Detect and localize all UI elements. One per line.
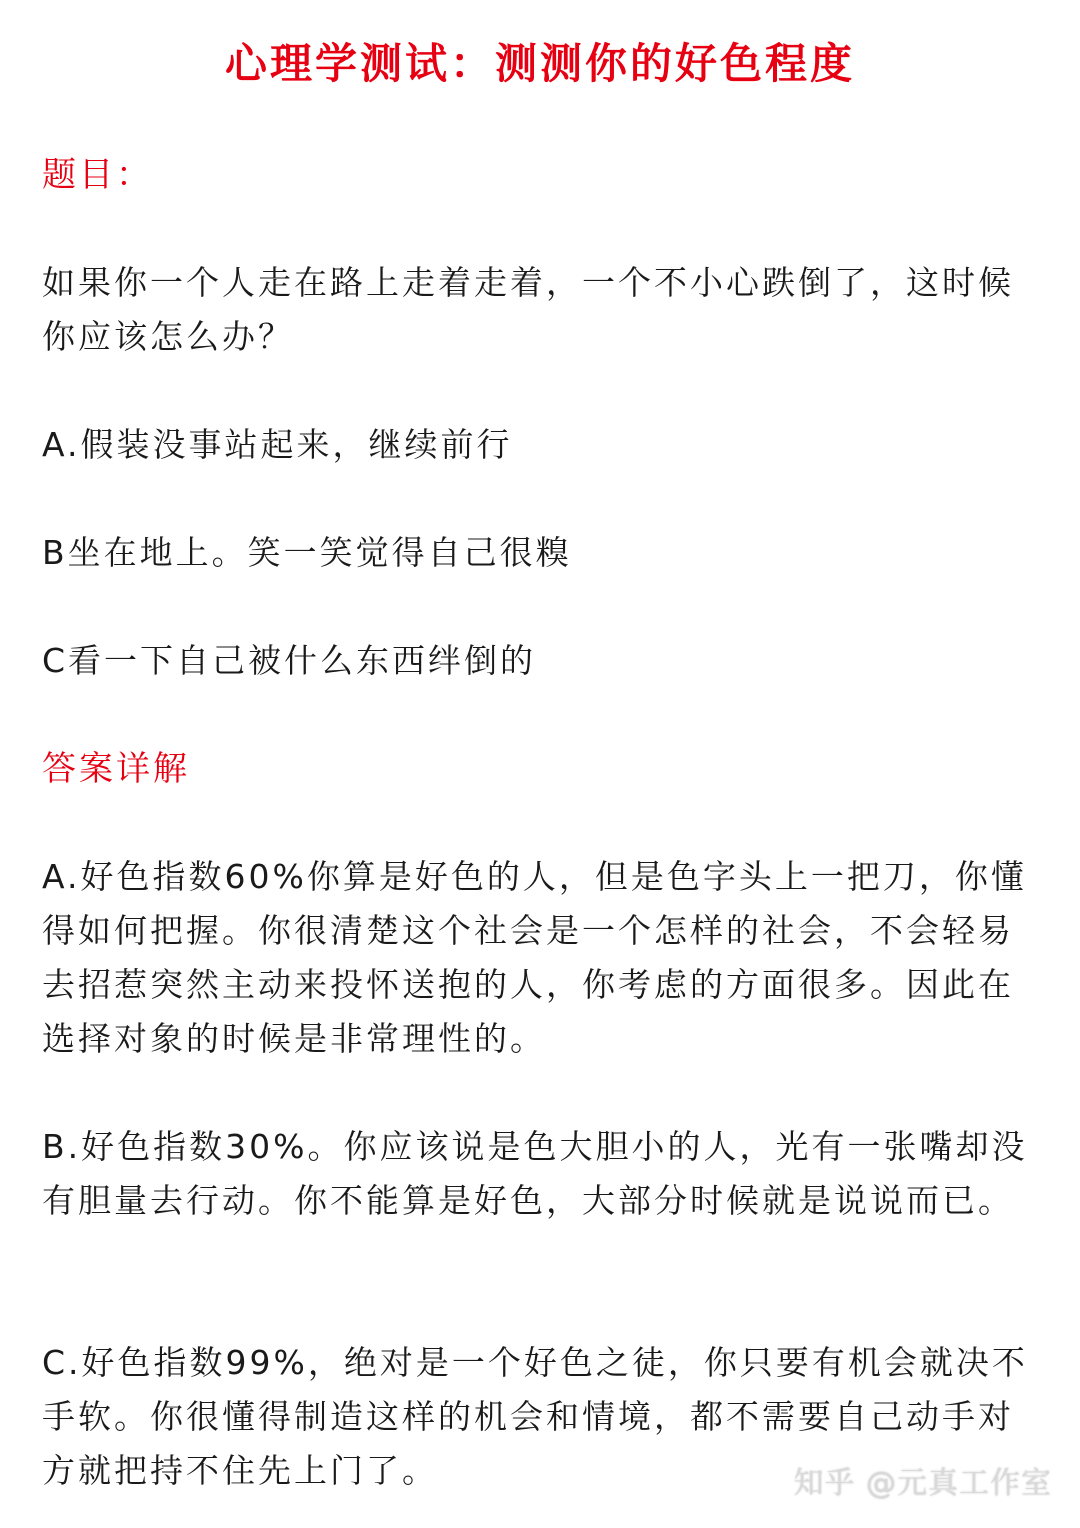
answer-section-label: 答案详解 (42, 749, 190, 789)
answer-b: B.好色指数30%。你应该说是色大胆小的人，光有一张嘴却没有胆量去行动。你不能算是好色，大部分时候就是说说而已。 (42, 1127, 1028, 1220)
answer-c: C.好色指数99%，绝对是一个好色之徒，你只要有机会就决不手软。你很懂得制造这样的机会和情境，都不需要自己动手对方就把持不住先上门了。 (42, 1343, 1028, 1490)
option-a: A.假装没事站起来，继续前行 (42, 425, 513, 464)
question-text: 如果你一个人走在路上走着走着，一个不小心跌倒了，这时候你应该怎么办？ (42, 263, 1014, 356)
question-section-label: 题目： (42, 155, 153, 195)
option-c: C看一下自己被什么东西绊倒的 (42, 641, 537, 680)
zhihu-watermark: 知乎 @元真工作室 (793, 1466, 1052, 1501)
page-title: 心理学测试：测测你的好色程度 (224, 39, 855, 88)
answer-a: A.好色指数60%你算是好色的人，但是色字头上一把刀，你懂得如何把握。你很清楚这个社会是一个怎样的社会，不会轻易去招惹突然主动来投怀送抱的人，你考虑的方面很多。因此在选择对象的时候是非常理性的。 (42, 857, 1027, 1058)
option-b: B坐在地上。笑一笑觉得自己很糗 (42, 533, 572, 572)
